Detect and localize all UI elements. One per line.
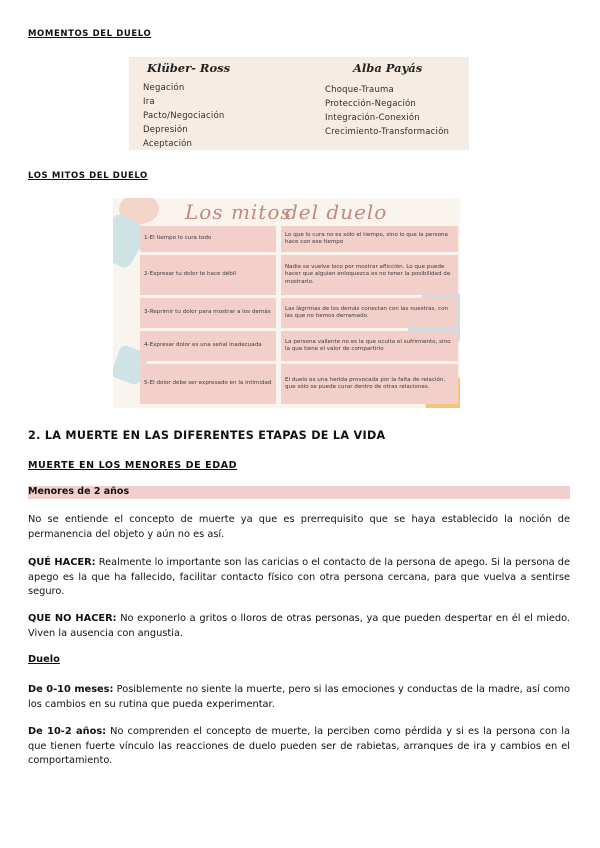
stage-item: Protección-Negación: [325, 99, 417, 109]
stage-item: Integración-Conexión: [325, 113, 420, 123]
kubler-ross-heading: Klüber- Ross: [147, 61, 231, 75]
paragraph-label: De 10-2 años:: [28, 726, 107, 737]
paragraph-label: QUÉ HACER:: [28, 557, 96, 568]
paragraph-text: No comprenden el concepto de muerte, la perciben como pérdida y si es la persona con la que tienen fuerte vínculo las reacciones de duelo pueden ser de rabietas, arranques de ira y cambios en el comportamiento.: [28, 726, 570, 766]
paragraph-text: No exponerlo a gritos o lloros de otras personas, ya que pueden despertar en él el miedo. Viven la ausencia con angustia.: [28, 613, 571, 639]
reality-cell: La persona valiente no es la que oculta el sufrimiento, sino la que tiene el valor de compartirlo: [281, 331, 458, 361]
stage-item: Ira: [143, 97, 155, 107]
paragraph-que-no-hacer: [28, 612, 570, 641]
reality-cell: Lo que lo cura no es sólo el tiempo, sino lo que la persona hace con ese tiempo: [281, 226, 458, 252]
momentos-title: MOMENTOS DEL DUELO: [28, 29, 152, 39]
alba-payas-heading: Alba Payás: [353, 61, 423, 75]
myth-cell: 2-Expresar tu dolor te hace débil: [140, 255, 276, 295]
stage-item: Negación: [143, 83, 185, 93]
mitos-title: LOS MITOS DEL DUELO: [28, 171, 148, 181]
stage-item: Choque-Trauma: [325, 85, 394, 95]
reality-cell: Nadie se vuelve loco por mostrar aflicción. Lo que puede hacer que alguien enloquezca es no tener la posibilidad de mostrarlo.: [281, 255, 458, 295]
stage-item: Depresión: [143, 125, 188, 135]
alba-payas-column: [325, 61, 449, 139]
paragraph: No se entiende el concepto de muerte ya que es prerrequisito que se haya establecido la noción de permanencia del objeto y aún no es así.: [28, 514, 570, 540]
duelo-heading: Duelo: [28, 654, 60, 665]
reality-cell: Las lágrimas de los demás conectan con las nuestras, con las que no hemos derramado.: [281, 298, 458, 328]
stage-item: Crecimiento-Transformación: [325, 127, 450, 137]
paragraph-que-hacer: [28, 556, 570, 600]
myth-cell: 5-El dolor debe ser expresado en la intimidad: [140, 364, 276, 404]
paragraph-label: De 0-10 meses:: [28, 684, 114, 695]
stage-item: Pacto/Negociación: [143, 111, 225, 121]
reality-cell: El duelo es una herida provocada por la falta de relación, que sólo se puede curar dentro de otras relaciones.: [281, 364, 458, 404]
paragraph-label: QUE NO HACER:: [28, 613, 117, 624]
menores-band: [28, 486, 570, 499]
stages-figure: [129, 57, 469, 150]
menores-band-label: Menores de 2 años: [28, 486, 130, 497]
paragraph-0-10-meses: [28, 683, 570, 712]
mitos-image-title-1: Los mitos: [185, 200, 292, 224]
myth-cell: 1-El tiempo lo cura todo: [140, 226, 276, 252]
section-heading: 2. LA MUERTE EN LAS DIFERENTES ETAPAS DE LA VIDA: [28, 429, 386, 442]
mitos-figure: [113, 198, 460, 408]
mitos-row: [140, 331, 458, 361]
mitos-image-title-2: del duelo: [285, 200, 388, 224]
myth-cell: 4-Expresar dolor es una señal inadecuada: [140, 331, 276, 361]
paragraph-text: Posiblemente no siente la muerte, pero si las emociones y conductas de la madre, así como los cambios en su rutina que pueda experimentar.: [28, 684, 570, 710]
mitos-row: [140, 226, 458, 252]
kubler-ross-column: [143, 61, 230, 151]
mitos-row: [140, 298, 458, 328]
stage-item: Aceptación: [143, 139, 193, 149]
mitos-row: [140, 255, 458, 295]
mitos-row: [140, 364, 458, 404]
subheading: MUERTE EN LOS MENORES DE EDAD: [28, 460, 238, 471]
paragraph-10-2-anos: [28, 725, 570, 769]
myth-cell: 3-Reprimir tu dolor para mostrar a los demás: [140, 298, 276, 328]
paragraph-text: Realmente lo importante son las caricias o el contacto de la persona de apego. Si la persona de apego es la que ha fallecido, facilitar contacto físico con otra persona cercana, para que vuelva a sentirse seguro.: [28, 557, 570, 597]
